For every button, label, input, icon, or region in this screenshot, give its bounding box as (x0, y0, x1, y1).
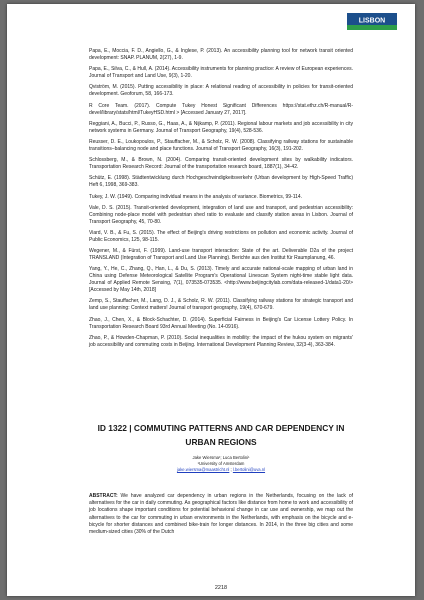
reference-item: Qviström, M. (2015). Putting accessibility in place: A relational reading of accessibility in policies for transit-oriented development. Geoforum, 58, 166-173. (89, 84, 353, 98)
abstract (89, 493, 353, 536)
abstract-text: We have analyzed car dependency in urban regions in the Netherlands, focusing on the lack of alternatives for the car in daily commuting. As geographical factors like distance from home to work and accessibility of job locations shape important conditions for potential behavioral change in car use and ownership, we map out the alternatives to the car for commuting in urban environments in the Netherlands, with emphasis on the bicycle and e-bicycle for shorter distances and combined bike-train for longer distances. In 2014, in the three big cities and some medium-sized cities (30% of the Dutch (89, 493, 353, 536)
author-emails (89, 467, 353, 473)
paper-title: ID 1322 | COMMUTING PATTERNS AND CAR DEPENDENCY IN URBAN REGIONS (97, 423, 345, 447)
reference-item: Yang, Y., He, C., Zhang, Q., Han, L., & Du, S. (2013). Timely and accurate national-scale mapping of urban land in China using Defense Meteorological Satellite Program's Operational Linescan System night-time stable light data. Journal of Applied Remote Sensing, 7(1), 073535-073535. <http://www.beijingcitylab.com/data-released-1/data1-20/> [Accessed by May 14th, 2018] (89, 266, 353, 294)
reference-item: Schütz, E. (1998). Städtentwicklung durch Hochgeschwindigkeitsverkehr (Urban development by High-Speed Traffic) Heft 6, 1998, 369-383. (89, 175, 353, 189)
reference-item: Wegener, M., & Fürst, F. (1999). Land-use transport interaction: State of the art. Deliverable D2a of the project TRANSLAND (Integration of Transport and Land Use Planning). Berichte aus den Institut für Raumplanung, 46. (89, 248, 353, 262)
reference-item: Tukey, J. W. (1949). Comparing individual means in the analysis of variance. Biometrics, 99-114. (89, 193, 303, 200)
reference-item: Viard, V. B., & Fu, S. (2015). The effect of Beijing's driving restrictions on pollution and economic activity. Journal of Public Economics, 125, 98-115. (89, 229, 353, 243)
document-page (7, 4, 415, 596)
page-number: 2218 (214, 585, 228, 591)
email-link[interactable]: jake.wiersma@maastricht.nl (176, 467, 230, 472)
reference-item: Vale, D. S. (2015). Transit-oriented development, integration of land use and transport, and pedestrian accessibility: Combining node-place model with pedestrian shed ratio to evaluate and classify station areas in Lisbon. Journal of Transport Geography, 45, 70-80. (89, 204, 353, 225)
abstract-label: ABSTRACT: (89, 493, 118, 499)
reference-item: Reusser, D. E., Loukopoulos, P., Stauffacher, M., & Scholz, R. W. (2008). Classifying railway stations for sustainable transitions–balancing node and place functions. Journal of Transport Geography, 16(3), 191-202. (89, 138, 353, 152)
conference-logo (347, 13, 397, 30)
reference-item: R Core Team. (2017). Compute Tukey Honest Significant Differences https://stat.ethz.ch/R-manual/R-devel/library/stats/html/TukeyHSD.html > [Accessed January 27, 2017]. (89, 102, 353, 116)
reference-item: Zhao, P., & Howden-Chapman, P. (2010). Social inequalities in mobility: the impact of the hukou system on migrants' job accessibility and commuting costs in Beijing. International Development Planning Review, 32(3-4), 363-384. (89, 334, 353, 348)
reference-item: Zhao, J., Chen, X., & Block-Schachter, D. (2014). Superficial Fairness in Beijing's Car License Lottery Policy. In Transportation Research Board 93rd Annual Meeting (No. 14-0916). (89, 316, 353, 330)
author-affiliation: ¹University of Amsterdam (197, 461, 245, 466)
logo-text: LISBON (358, 17, 386, 25)
reference-list (89, 48, 353, 353)
reference-item: Papa, E., Moccia, F. D., Angiello, G., & Inglese, P. (2013). An accessibility planning tool for network transit oriented development: SNAP. PLANUM, 2(27), 1-9. (89, 48, 353, 61)
author-names: Jake Wiersma¹; Luca Bertolini¹ (192, 455, 250, 460)
email-separator: ; (229, 467, 233, 472)
reference-item: Zemp, S., Stauffacher, M., Lang, D. J., & Scholz, R. W. (2011). Classifying railway stations for strategic transport and land use planning: Context matters! Journal of transport geography, 19(4), 670-679. (89, 298, 353, 312)
reference-item: Schlossberg, M., & Brown, N. (2004). Comparing transit-oriented development sites by walkability indicators. Transportation Research Record: Journal of the transportation research board, 1887(1), 34-42. (89, 157, 353, 171)
author-block (89, 455, 353, 473)
reference-item: Papa, E., Silva, C., & Hull, A. (2014). Accessibility instruments for planning practice: A review of European experiences. Journal of Transport and Land Use, 9(3), 1-20. (89, 66, 353, 80)
reference-item: Reggiani, A., Bucci, P., Russo, G., Haas, A., & Nijkamp, P. (2011). Regional labour markets and job accessibility in city network systems in Germany. Journal of Transport Geography, 19(4), 528-536. (89, 120, 353, 134)
email-link[interactable]: l.bertolini@uva.nl (232, 467, 266, 472)
